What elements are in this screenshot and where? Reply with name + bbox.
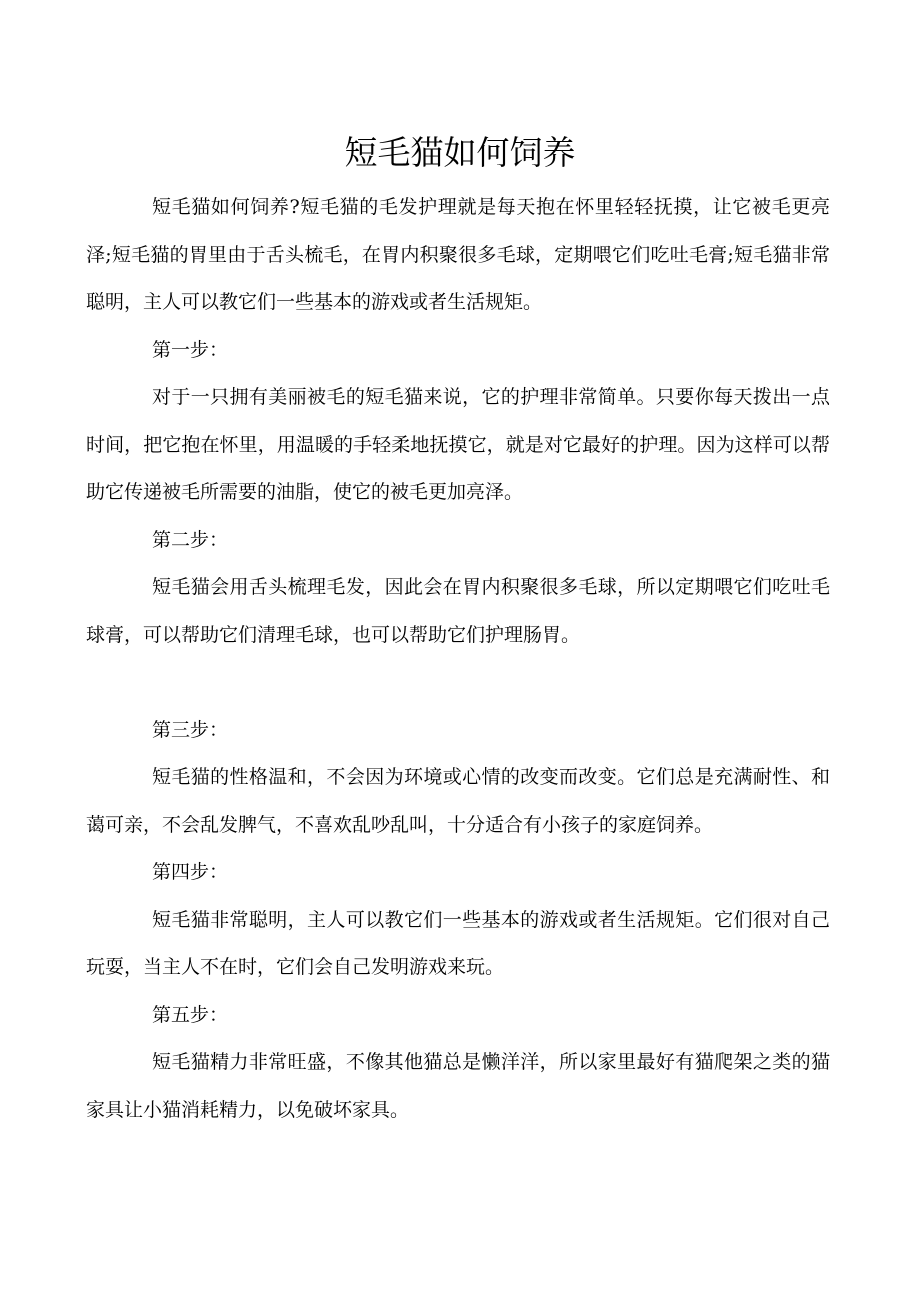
step-5-text: 短毛猫精力非常旺盛，不像其他猫总是懒洋洋，所以家里最好有猫爬架之类的猫家具让小猫消耗精力，以免破坏家具。 [86,1051,830,1121]
document-body [86,184,830,1134]
step-4-heading: 第四步： [152,861,229,883]
step-3-text: 短毛猫的性格温和，不会因为环境或心情的改变而改变。它们总是充满耐性、和蔼可亲，不会乱发脾气，不喜欢乱吵乱叫，十分适合有小孩子的家庭饲养。 [86,766,830,836]
intro-paragraph: 短毛猫如何饲养?短毛猫的毛发护理就是每天抱在怀里轻轻抚摸，让它被毛更亮泽;短毛猫的胃里由于舌头梳毛，在胃内积聚很多毛球，定期喂它们吃吐毛膏;短毛猫非常聪明，主人可以教它们一些基本的游戏或者生活规矩。 [86,196,830,313]
step-5-heading: 第五步： [152,1003,229,1026]
step-4-text: 短毛猫非常聪明，主人可以教它们一些基本的游戏或者生活规矩。它们很对自己玩耍，当主人不在时，它们会自己发明游戏来玩。 [86,908,830,978]
step-3-heading: 第三步： [152,718,229,741]
step-1-text: 对于一只拥有美丽被毛的短毛猫来说，它的护理非常简单。只要你每天拨出一点时间，把它抱在怀里，用温暖的手轻柔地抚摸它，就是对它最好的护理。因为这样可以帮助它传递被毛所需要的油脂，使它的被毛更加亮泽。 [86,386,830,503]
step-2-text: 短毛猫会用舌头梳理毛发，因此会在胃内积聚很多毛球，所以定期喂它们吃吐毛球膏，可以帮助它们清理毛球，也可以帮助它们护理肠胃。 [86,576,830,646]
blank-line [86,659,830,707]
step-1-heading: 第一步： [152,338,229,361]
page-title: 短毛猫如何饲养 [344,133,576,172]
step-2-heading: 第二步： [152,528,229,551]
